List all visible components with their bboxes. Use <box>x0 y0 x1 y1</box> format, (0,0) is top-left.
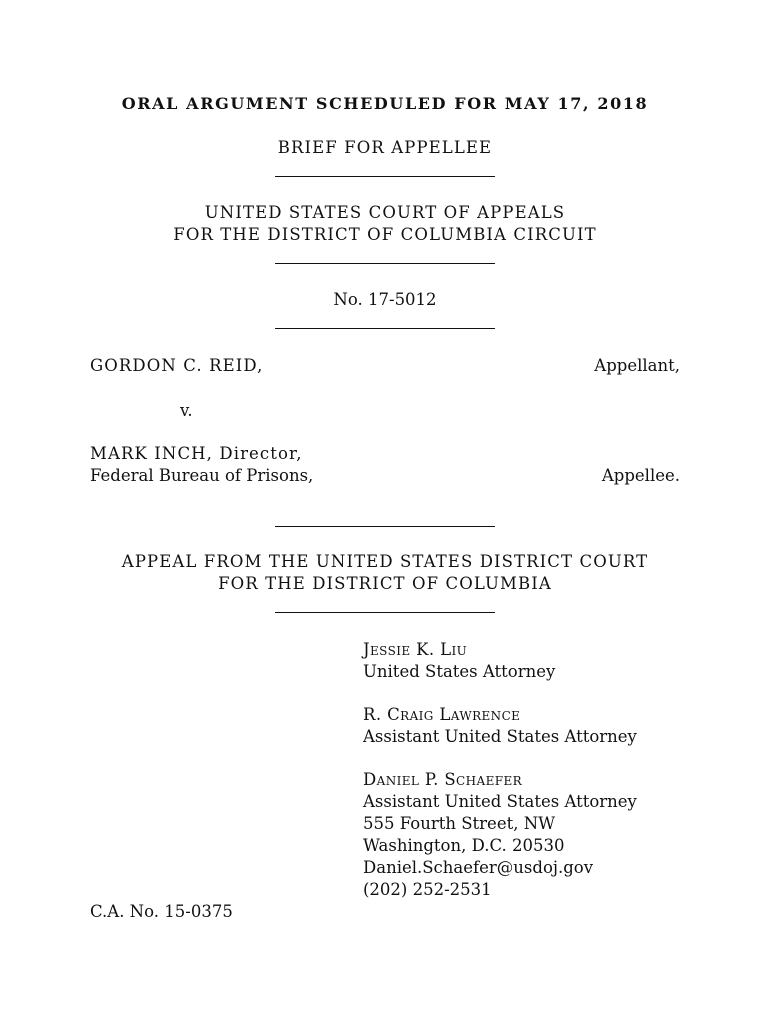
appellee-role: Appellee. <box>601 466 680 485</box>
appeal-from-line2: FOR THE DISTRICT OF COLUMBIA <box>218 574 552 593</box>
attorney-name: Daniel P. Schaefer <box>363 770 523 789</box>
attorney-block <box>363 639 555 683</box>
divider-rule <box>275 328 495 329</box>
office-city-zip: Washington, D.C. 20530 <box>363 836 565 855</box>
oral-argument-notice: ORAL ARGUMENT SCHEDULED FOR MAY 17, 2018 <box>121 94 649 113</box>
court-name-line1: UNITED STATES COURT OF APPEALS <box>204 203 566 222</box>
divider-rule <box>275 176 495 177</box>
case-number: No. 17-5012 <box>333 290 437 309</box>
attorney-block <box>363 704 637 748</box>
attorney-phone: (202) 252-2531 <box>363 880 492 899</box>
divider-rule <box>275 612 495 613</box>
district-case-number: C.A. No. 15-0375 <box>90 902 233 921</box>
divider-rule <box>275 526 495 527</box>
attorney-title: Assistant United States Attorney <box>363 792 637 811</box>
attorney-title: Assistant United States Attorney <box>363 727 637 746</box>
appellee-name: MARK INCH, Director, <box>90 444 303 463</box>
office-street-address: 555 Fourth Street, NW <box>363 814 556 833</box>
appellee-agency: Federal Bureau of Prisons, <box>90 466 314 485</box>
appeal-from-line1: APPEAL FROM THE UNITED STATES DISTRICT COURT <box>121 552 649 571</box>
appellant-name: GORDON C. REID, <box>90 356 264 375</box>
versus-label: v. <box>180 401 193 420</box>
appellant-role: Appellant, <box>594 356 680 375</box>
court-name-line2: FOR THE DISTRICT OF COLUMBIA CIRCUIT <box>173 225 597 244</box>
attorney-email: Daniel.Schaefer@usdoj.gov <box>363 858 594 877</box>
attorney-block <box>363 769 637 901</box>
attorney-name: R. Craig Lawrence <box>363 705 521 724</box>
attorney-title: United States Attorney <box>363 662 556 681</box>
brief-title: BRIEF FOR APPELLEE <box>277 138 493 157</box>
divider-rule <box>275 263 495 264</box>
attorney-name: Jessie K. Liu <box>363 640 468 659</box>
